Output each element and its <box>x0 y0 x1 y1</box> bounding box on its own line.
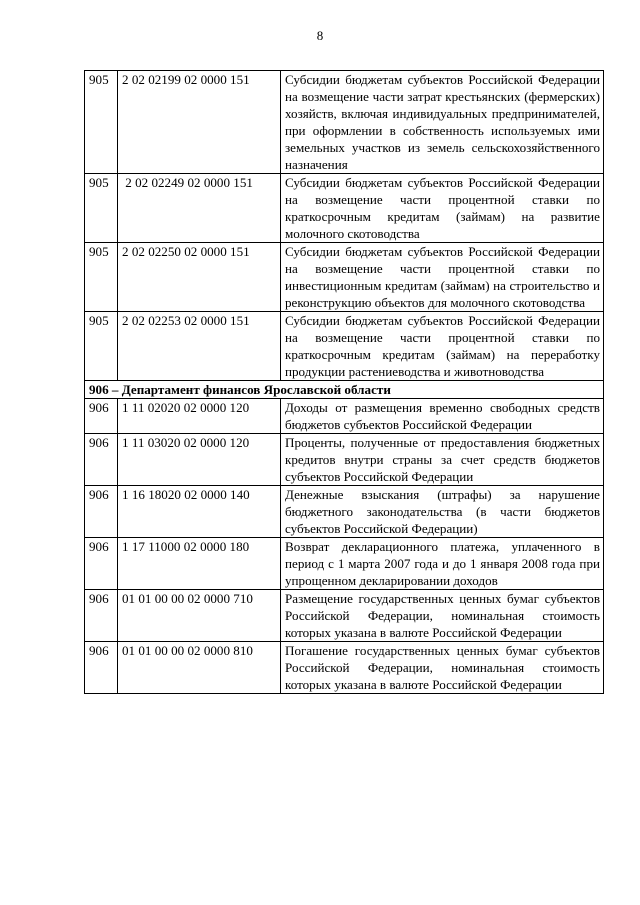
description-cell: Субсидии бюджетам субъектов Российской Федерации на возмещение части процентной ставки по краткосрочным кредитам (займам) на переработку продукции растениеводства и животноводства <box>281 312 604 381</box>
admin-code-cell: 905 <box>85 243 118 312</box>
table-row <box>85 399 604 434</box>
budget-classification-code-cell: 2 02 02250 02 0000 151 <box>118 243 281 312</box>
budget-classification-code-cell: 2 02 02253 02 0000 151 <box>118 312 281 381</box>
description-cell: Возврат декларационного платежа, уплаченного в период с 1 марта 2007 года и до 1 января 2008 года при упрощенном декларировании доходов <box>281 538 604 590</box>
budget-classification-code-cell: 1 11 03020 02 0000 120 <box>118 434 281 486</box>
admin-code-cell: 905 <box>85 312 118 381</box>
section-header-row <box>85 381 604 399</box>
admin-code-cell: 906 <box>85 486 118 538</box>
admin-code-cell: 906 <box>85 399 118 434</box>
description-cell: Размещение государственных ценных бумаг субъектов Российской Федерации, номинальная стоимость которых указана в валюте Российской Федерации <box>281 590 604 642</box>
admin-code-cell: 905 <box>85 71 118 174</box>
table-row <box>85 642 604 694</box>
description-cell: Субсидии бюджетам субъектов Российской Федерации на возмещение части процентной ставки по инвестиционным кредитам (займам) на строительство и реконструкцию объектов для молочного скотоводства <box>281 243 604 312</box>
budget-classification-code-cell: 2 02 02249 02 0000 151 <box>118 174 281 243</box>
budget-classification-code-cell: 01 01 00 00 02 0000 710 <box>118 590 281 642</box>
budget-code-table <box>84 70 604 694</box>
admin-code-cell: 906 <box>85 538 118 590</box>
admin-code-cell: 906 <box>85 590 118 642</box>
section-header: 906 – Департамент финансов Ярославской области <box>85 381 604 399</box>
table-row <box>85 312 604 381</box>
budget-classification-code-cell: 1 17 11000 02 0000 180 <box>118 538 281 590</box>
description-cell: Погашение государственных ценных бумаг субъектов Российской Федерации, номинальная стоимость которых указана в валюте Российской Федерации <box>281 642 604 694</box>
admin-code-cell: 906 <box>85 642 118 694</box>
budget-classification-code-cell: 2 02 02199 02 0000 151 <box>118 71 281 174</box>
description-cell: Проценты, полученные от предоставления бюджетных кредитов внутри страны за счет средств бюджетов субъектов Российской Федерации <box>281 434 604 486</box>
table-body <box>85 71 604 694</box>
budget-classification-code-cell: 1 11 02020 02 0000 120 <box>118 399 281 434</box>
description-cell: Денежные взыскания (штрафы) за нарушение бюджетного законодательства (в части бюджетов субъектов Российской Федерации) <box>281 486 604 538</box>
table-row <box>85 243 604 312</box>
description-cell: Субсидии бюджетам субъектов Российской Федерации на возмещение части затрат крестьянских (фермерских) хозяйств, включая индивидуальных предпринимателей, при оформлении в собственность используемых ими земельных участков из земель сельскохозяйственного назначения <box>281 71 604 174</box>
table-row <box>85 174 604 243</box>
budget-classification-code-cell: 1 16 18020 02 0000 140 <box>118 486 281 538</box>
description-cell: Субсидии бюджетам субъектов Российской Федерации на возмещение части процентной ставки по краткосрочным кредитам (займам) на развитие молочного скотоводства <box>281 174 604 243</box>
table-row <box>85 590 604 642</box>
budget-classification-code-cell: 01 01 00 00 02 0000 810 <box>118 642 281 694</box>
table-row <box>85 71 604 174</box>
admin-code-cell: 905 <box>85 174 118 243</box>
description-cell: Доходы от размещения временно свободных средств бюджетов субъектов Российской Федерации <box>281 399 604 434</box>
table-row <box>85 538 604 590</box>
table-row <box>85 486 604 538</box>
page-number: 8 <box>316 28 324 43</box>
admin-code-cell: 906 <box>85 434 118 486</box>
table-row <box>85 434 604 486</box>
